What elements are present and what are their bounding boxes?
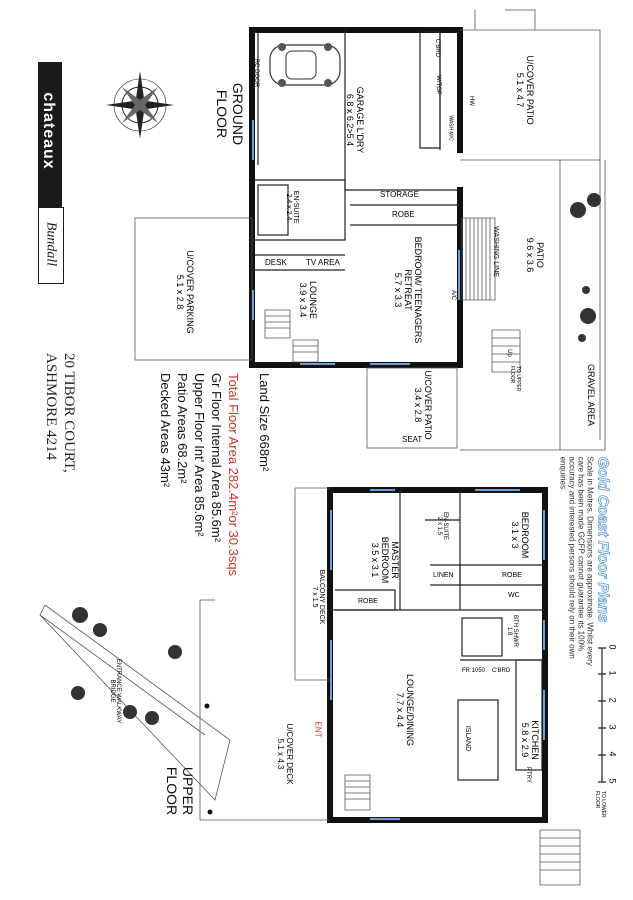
scale-tick-label: 5 (607, 778, 618, 784)
storage-label: STORAGE (380, 190, 419, 199)
wc-label: WC (508, 592, 520, 599)
room-size: 5.1 x 4.3 (276, 738, 285, 770)
room-label (395, 665, 415, 755)
room-name: BALCONY DECK (318, 569, 325, 625)
brand-logo-text: chateaux (40, 92, 57, 170)
robe-label: ROBE (358, 598, 378, 605)
ground-floor-title: GROUND FLOOR (214, 82, 246, 146)
wash-label: WASH M/C (447, 115, 454, 141)
land-size: Land Size 668m² (257, 373, 272, 472)
cbrd-label: C'BRD (434, 38, 441, 58)
tv-area-label: TV AREA (306, 258, 340, 267)
disclaimer: Scale in Metres. Dimensions are approximate. Whilst every care has been made GCFP cannot guarantee its 100% accuracy and interested persons should rely on their own enquiries (558, 456, 595, 666)
decked-areas: Decked Areas 43m² (158, 373, 173, 488)
room-size: 3.5 x 3.1 (370, 542, 380, 578)
scale-tick-label: 2 (607, 697, 618, 703)
room-label (506, 601, 518, 661)
room-size: 2.4 x 2.4 (285, 193, 292, 221)
room-size: 5.8 x 2.9 (520, 722, 530, 758)
room-name: BTH SHWR (512, 615, 518, 647)
robe-label: ROBE (392, 210, 415, 219)
walkway-label: ENTRANCE WALKWAY BRIDGE (109, 658, 121, 724)
room-label (285, 177, 299, 237)
upper-floor-title: UPPER FLOOR (164, 766, 196, 816)
room-size: 3.1 x 3 (510, 521, 520, 549)
rc-door-label: RC DOOR (253, 58, 260, 88)
washing-line-label: WASHING LINE (491, 226, 499, 277)
address (42, 353, 78, 533)
room-size: 5.7 x 3.3 (393, 272, 403, 308)
car-icon (270, 43, 340, 87)
robe-label: ROBE (502, 572, 522, 579)
room-size: 7.7 x 4.4 (395, 692, 405, 728)
address-line2: ASHMORE 4214 (43, 353, 59, 461)
brand-logo (38, 62, 62, 207)
room-size: 7 x 1.5 (311, 586, 318, 608)
room-label (515, 45, 535, 135)
room-size: 5.1 x 4.7 (515, 72, 525, 108)
room-label (436, 496, 448, 556)
room-name: LOUNGE/DINING (405, 673, 415, 746)
seat-label: SEAT (402, 435, 423, 444)
room-name: U/COVER PARKING (185, 250, 195, 334)
room-label (413, 365, 433, 445)
company-legend (559, 457, 612, 677)
desk-label: DESK (265, 258, 287, 267)
scale-tick-label: 0 (607, 644, 618, 650)
room-size: 9.6 x 3.6 (525, 237, 535, 273)
room-name: MASTER BEDROOM (380, 536, 400, 584)
room-name: GARAGE L'DRY (355, 86, 365, 154)
scale-tick-label: 4 (607, 751, 618, 757)
brand-logo-sub-box (38, 207, 64, 284)
room-label (525, 210, 545, 300)
scale-tick-label: 3 (607, 724, 618, 730)
room-name: BEDROOM/ TEENAGERS RETREAT (403, 236, 423, 344)
fridge-label: FR 1050 (462, 668, 486, 674)
room-name: EN-SUITE (292, 190, 299, 224)
room-name: KITCHEN (530, 720, 540, 760)
room-name: U/COVER PATIO (423, 370, 433, 440)
total-floor-area: Total Floor Area 282.4m²or 30.3sqs (226, 373, 241, 577)
room-size: 2 x 1.5 (436, 516, 442, 535)
hw-label: HW (468, 96, 474, 106)
to-lower-label: TO LOWER FLOOR (594, 791, 606, 818)
room-size: 5.1 x 2.8 (175, 274, 185, 310)
gravel-label: GRAVEL AREA (586, 363, 597, 427)
ac-label: A/C (450, 289, 457, 301)
room-label (175, 247, 195, 337)
entry-label: ENT (313, 721, 323, 738)
palm-plant-icon (570, 193, 601, 342)
brand-logo-sub: Bundall (43, 221, 59, 267)
patio-areas: Patio Areas 68.2m² (175, 373, 190, 484)
area-summary (157, 373, 273, 683)
room-size: 3.4 x 2.8 (413, 387, 423, 423)
wtop-label: W/TOP (434, 75, 441, 95)
room-label (311, 557, 325, 637)
room-size: 3.9 x 3.4 (298, 282, 308, 318)
room-label (370, 520, 400, 600)
company-name: Gold Coast Floor Plans (594, 456, 612, 623)
room-name: EN-SUITE (442, 511, 448, 540)
compass-rose-icon (106, 71, 174, 139)
upper-floor-area: Upper Floor Int' Area 85.6m² (192, 373, 207, 537)
scale-tick-label: 1 (607, 670, 618, 676)
room-name: LOUNGE (308, 280, 318, 319)
room-size: 1.8 (506, 626, 512, 636)
room-label (345, 75, 365, 165)
room-label (276, 714, 294, 794)
room-label (393, 230, 423, 350)
to-upper-label: TO UPPER FLOOR (509, 366, 521, 392)
room-name: U/COVER PATIO (525, 55, 535, 125)
room-name: BEDROOM (520, 511, 530, 559)
upper-floor-plan (40, 488, 580, 885)
address-line1: 20 TIBOR COURT, (61, 353, 77, 473)
cbrd-label: C'BRD (492, 668, 511, 674)
room-name: U/COVER DECK (285, 723, 294, 785)
room-name: PATIO (535, 242, 545, 268)
linen-label: LINEN (433, 572, 454, 579)
island-label: ISLAND (464, 725, 472, 752)
up-label: Up (505, 349, 512, 357)
room-label (510, 500, 530, 570)
room-label (298, 260, 318, 340)
gr-floor-area: Gr Floor Internal Area 85.6m² (209, 373, 224, 543)
pantry-label: PTRY (524, 767, 531, 783)
room-size: 6.8 x 6.2>5.4 (345, 93, 355, 147)
